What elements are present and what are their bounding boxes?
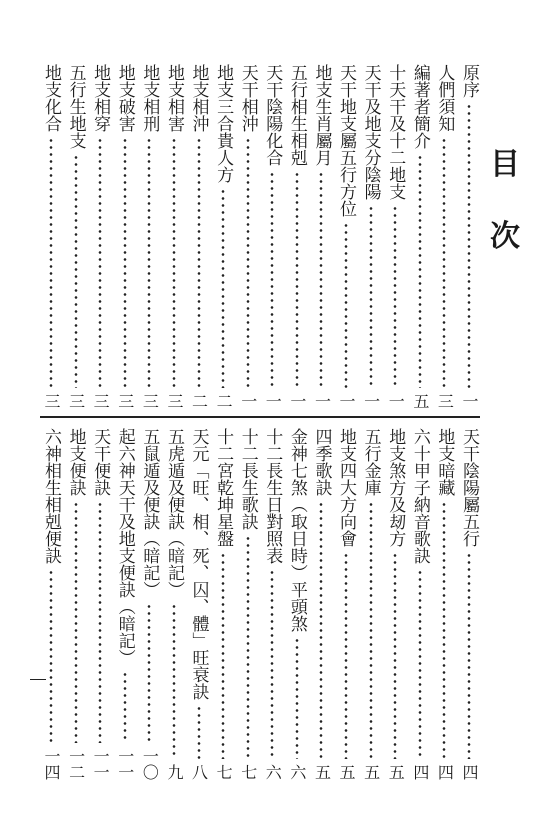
toc-entry-title: 地支四大方向會 <box>336 428 357 547</box>
toc-entry-page: 一〇 <box>140 748 160 780</box>
toc-entry-page: 五 <box>312 764 332 780</box>
dot-leader <box>319 501 323 759</box>
toc-entry-page: 七 <box>238 764 258 780</box>
toc-entry-page: 三 <box>115 393 135 409</box>
toc-entry-page: 二 <box>189 393 209 409</box>
toc-entry-page: 一 <box>238 393 258 409</box>
dot-leader <box>123 137 127 388</box>
toc-entry-title: 編著者簡介 <box>409 64 430 149</box>
toc-entry-page: 一 <box>263 393 283 409</box>
toc-entry-title: 天干便訣 <box>90 428 111 496</box>
toc-entry-title: 五行生地支 <box>65 64 86 149</box>
toc-entry-title: 天干及地支分陰陽 <box>360 64 381 200</box>
dot-leader <box>344 552 348 759</box>
toc-entry-title: 十二長生日對照表 <box>262 428 283 564</box>
dot-leader <box>74 154 78 388</box>
toc-entry[interactable] <box>433 428 455 780</box>
toc-entry[interactable] <box>40 64 62 409</box>
toc-entry[interactable] <box>335 64 357 409</box>
folio-mark <box>30 679 46 680</box>
toc-entry-page: 一 <box>460 393 479 409</box>
toc-entry-page: 三 <box>435 393 455 409</box>
toc-entry-page: 一一 <box>91 748 111 780</box>
dot-leader <box>295 171 299 388</box>
toc-entry-page: 四 <box>460 764 479 780</box>
dot-leader <box>123 671 127 743</box>
toc-entry[interactable] <box>310 428 332 780</box>
toc-entry[interactable] <box>458 428 480 780</box>
toc-entry-title: 原序 <box>459 64 479 98</box>
toc-entry[interactable] <box>237 428 259 780</box>
toc-heading-mu: 目 <box>490 147 520 182</box>
toc-entry[interactable] <box>212 64 234 409</box>
dot-leader <box>369 501 373 759</box>
toc-entry[interactable] <box>40 428 62 780</box>
toc-entry-page: 一 <box>287 393 307 409</box>
dot-leader <box>98 137 102 388</box>
toc-entry-page: 八 <box>189 764 209 780</box>
dot-leader <box>197 705 201 759</box>
toc-entry-title: 人們須知 <box>434 64 455 132</box>
toc-entry[interactable] <box>409 428 431 780</box>
toc-entry[interactable] <box>360 64 382 409</box>
toc-entry[interactable] <box>138 64 160 409</box>
toc-entry[interactable] <box>114 428 136 780</box>
toc-entry-title: 地支生肖屬月 <box>311 64 332 166</box>
toc-entry-page: 六 <box>263 764 283 780</box>
dot-leader <box>49 137 53 388</box>
dot-leader <box>467 552 471 759</box>
toc-entry[interactable] <box>89 64 111 409</box>
toc-entry-title: 十二長生歌訣 <box>237 428 258 530</box>
toc-entry-title: 金神七煞（取日時）平頭煞 <box>286 428 307 632</box>
toc-entry-title: 天元「旺、相、死、囚、體」旺衰訣 <box>188 428 209 700</box>
toc-entry-title: 起六神天干及地支便訣（暗記） <box>114 428 135 666</box>
toc-entry-page: 一 <box>386 393 406 409</box>
dot-leader <box>418 569 422 759</box>
dot-leader <box>393 205 397 388</box>
toc-entry[interactable] <box>163 64 185 409</box>
toc-entry-page: 一 <box>312 393 332 409</box>
toc-entry-title: 地支相沖 <box>188 64 209 132</box>
toc-entry-page: 二 <box>214 393 234 409</box>
toc-entry-page: 一二 <box>66 748 86 780</box>
toc-entry[interactable] <box>409 64 431 409</box>
toc-entry-page: 一一 <box>115 748 135 780</box>
toc-entry-title: 天干相沖 <box>237 64 258 132</box>
toc-entry-page: 一 <box>337 393 357 409</box>
toc-entry[interactable] <box>212 428 234 780</box>
dot-leader <box>369 205 373 388</box>
dot-leader <box>442 501 446 759</box>
toc-entry-title: 六神相生相剋便訣 <box>41 428 61 564</box>
toc-entry-title: 天干地支屬五行方位 <box>336 64 357 217</box>
toc-entry[interactable] <box>114 64 136 409</box>
dot-leader <box>246 535 250 759</box>
toc-entry[interactable] <box>384 64 406 409</box>
toc-entry[interactable] <box>138 428 160 780</box>
toc-entry-title: 天干陰陽化合 <box>262 64 283 166</box>
toc-entry[interactable] <box>433 64 455 409</box>
toc-entry[interactable] <box>384 428 406 780</box>
toc-entry-page: 三 <box>42 393 61 409</box>
toc-entry-page: 九 <box>164 764 184 780</box>
toc-entry-title: 地支相害 <box>163 64 184 132</box>
toc-entry-title: 地支破害 <box>114 64 135 132</box>
toc-entry-title: 地支化合 <box>41 64 61 132</box>
toc-entry[interactable] <box>360 428 382 780</box>
toc-bottom-section <box>40 428 480 780</box>
toc-entry-title: 地支相刑 <box>139 64 160 132</box>
toc-entry[interactable] <box>188 64 210 409</box>
toc-entry-page: 三 <box>66 393 86 409</box>
dot-leader <box>74 501 78 743</box>
dot-leader <box>98 501 102 743</box>
toc-entry[interactable] <box>65 428 87 780</box>
dot-leader <box>295 637 299 759</box>
toc-entry-page: 五 <box>361 764 381 780</box>
toc-entry-page: 一 <box>361 393 381 409</box>
toc-entry[interactable] <box>163 428 185 780</box>
dot-leader <box>418 154 422 388</box>
toc-entry-title: 地支便訣 <box>65 428 86 496</box>
dot-leader <box>49 569 53 743</box>
dot-leader <box>172 603 176 759</box>
toc-entry-page: 五 <box>337 764 357 780</box>
toc-entry-title: 五行相生相剋 <box>286 64 307 166</box>
toc-entry-page: 五 <box>410 393 430 409</box>
toc-entry[interactable] <box>188 428 210 780</box>
toc-entry-title: 五鼠遁及便訣（暗記） <box>139 428 160 598</box>
toc-entry-title: 地支暗藏 <box>434 428 455 496</box>
toc-entry[interactable] <box>335 428 357 780</box>
toc-entry-title: 十二宮乾坤星盤 <box>213 428 234 547</box>
toc-heading-ci: 次 <box>490 219 520 254</box>
toc-entry-page: 五 <box>386 764 406 780</box>
toc-entry[interactable] <box>458 64 480 409</box>
dot-leader <box>172 137 176 388</box>
dot-leader <box>221 188 225 388</box>
toc-entry-title: 地支相穿 <box>90 64 111 132</box>
dot-leader <box>467 103 471 388</box>
toc-entry-page: 四 <box>435 764 455 780</box>
toc-entry-title: 四季歌訣 <box>311 428 332 496</box>
toc-entry-title: 六十甲子納音歌訣 <box>409 428 430 564</box>
toc-entry-page: 三 <box>91 393 111 409</box>
toc-entry[interactable] <box>261 428 283 780</box>
toc-entry-title: 天干陰陽屬五行 <box>459 428 479 547</box>
toc-entry-title: 五虎遁及便訣（暗記） <box>163 428 184 598</box>
toc-entry-title: 十天干及十二地支 <box>385 64 406 200</box>
toc-entry[interactable] <box>65 64 87 409</box>
section-divider <box>40 416 480 418</box>
toc-entry[interactable] <box>286 428 308 780</box>
toc-entry-page: 七 <box>214 764 234 780</box>
toc-entry[interactable] <box>89 428 111 780</box>
toc-entry-page: 一四 <box>42 748 61 780</box>
toc-entry[interactable] <box>286 64 308 409</box>
toc-entry-page: 三 <box>140 393 160 409</box>
dot-leader <box>270 171 274 388</box>
toc-top-section <box>40 64 480 409</box>
dot-leader <box>344 222 348 388</box>
toc-entry-page: 六 <box>287 764 307 780</box>
dot-leader <box>270 569 274 759</box>
dot-leader <box>147 137 151 388</box>
toc-entry[interactable] <box>310 64 332 409</box>
toc-entry[interactable] <box>237 64 259 409</box>
dot-leader <box>221 552 225 759</box>
dot-leader <box>319 171 323 388</box>
dot-leader <box>442 137 446 388</box>
dot-leader <box>246 137 250 388</box>
toc-entry-page: 三 <box>164 393 184 409</box>
toc-entry-title: 五行金庫 <box>360 428 381 496</box>
toc-entry-title: 地支三合貴人方 <box>213 64 234 183</box>
toc-entry-title: 地支煞方及刼方 <box>385 428 406 547</box>
dot-leader <box>147 603 151 743</box>
dot-leader <box>393 552 397 759</box>
toc-entry[interactable] <box>261 64 283 409</box>
toc-entry-page: 四 <box>410 764 430 780</box>
dot-leader <box>197 137 201 388</box>
